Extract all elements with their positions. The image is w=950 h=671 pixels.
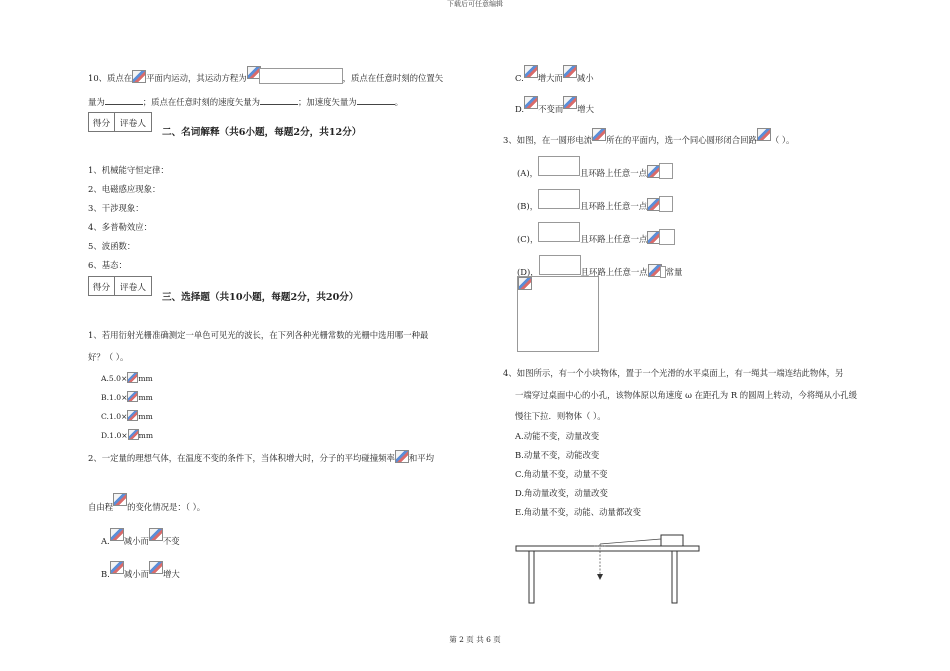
- page-footer: 第 2 页 共 6 页: [449, 635, 501, 644]
- q2-text: 和平均: [408, 453, 434, 463]
- q10-line1: [88, 66, 443, 84]
- option-text: 不变而: [538, 104, 564, 114]
- term-item: 5、波函数：: [88, 241, 136, 251]
- q2-text: 的变化情况是：（ ）。: [127, 502, 206, 512]
- unit-text: mm: [138, 412, 153, 421]
- q10-text: 。: [394, 97, 403, 107]
- option-text: 且环路上任意一点: [580, 201, 648, 211]
- q3-text: 所在的平面内，选一个同心圆形闭合回路: [606, 135, 757, 145]
- option-text: 常量: [665, 267, 683, 277]
- option-text: B.1.0×: [101, 393, 128, 402]
- q4-option-a[interactable]: A.动能不变，动量改变: [515, 431, 600, 441]
- q10-text: 10、质点在: [88, 73, 133, 83]
- q3-figure-placeholder: [517, 276, 599, 352]
- formula-box: [538, 222, 580, 242]
- score-label: 得分: [89, 277, 115, 295]
- section-3-title: 三、选择题（共10小题，每题2分，共20分）: [162, 292, 359, 303]
- option-text: 且环路上任意一点: [579, 168, 647, 178]
- option-text: B.: [101, 569, 110, 579]
- rope: [600, 539, 661, 544]
- q10-text: ；质点在任意时刻的速度矢量为: [142, 97, 260, 107]
- formula-box: [259, 68, 343, 84]
- q1-option-a[interactable]: [101, 372, 153, 383]
- option-text: 增大: [577, 104, 594, 114]
- q2-option-b[interactable]: [101, 561, 180, 578]
- q3-option-a[interactable]: [517, 156, 673, 179]
- option-text: C.: [515, 73, 524, 83]
- q10-line2: [88, 96, 403, 106]
- formula-image-icon: [395, 450, 409, 463]
- term-item: 3、干涉现象：: [88, 203, 144, 213]
- unit-text: mm: [138, 374, 153, 383]
- score-box: [88, 112, 152, 132]
- option-text: D.: [515, 104, 525, 114]
- option-text: 减小而: [123, 569, 149, 579]
- formula-image-icon: [132, 70, 146, 83]
- option-text: C.1.0×: [101, 412, 128, 421]
- q3-stem: [503, 128, 794, 144]
- answer-blank[interactable]: [357, 96, 395, 105]
- q3-option-d[interactable]: [517, 255, 682, 278]
- table-top: [516, 546, 699, 551]
- formula-image-icon: [128, 429, 139, 440]
- q1-option-d[interactable]: [101, 429, 153, 440]
- page-header: 下载后可任意编辑: [447, 0, 503, 8]
- q4-line3: 慢往下拉．则物体（ ）。: [515, 411, 606, 421]
- q4-option-c[interactable]: C.角动量不变，动量不变: [515, 469, 608, 479]
- formula-image-icon: [592, 128, 606, 141]
- option-text: 不变: [162, 536, 180, 546]
- score-box: [88, 276, 152, 296]
- table-leg-left: [529, 551, 534, 603]
- q4-line1: 4、如图所示，有一个小块物体，置于一个光滑的水平桌面上，有一绳其一端连结此物体，另: [503, 368, 844, 378]
- q10-text: 平面内运动，其运动方程为: [146, 73, 247, 83]
- formula-image-icon: [110, 528, 124, 541]
- formula-image-icon: [757, 128, 771, 141]
- formula-image-icon: [563, 96, 577, 109]
- q2-line2: [88, 493, 205, 511]
- term-item: 6、基态：: [88, 260, 127, 270]
- option-text: 减小而: [123, 536, 149, 546]
- option-label: (C)，: [517, 234, 539, 244]
- grader-label: 评卷人: [119, 118, 147, 129]
- q1-line2: 好？（ ）。: [88, 352, 129, 362]
- term-item: 2、电磁感应现象：: [88, 184, 161, 194]
- formula-image-icon: [113, 493, 127, 506]
- option-label: (A)，: [517, 168, 538, 178]
- answer-blank[interactable]: [260, 96, 298, 105]
- option-text: 增大而: [537, 73, 563, 83]
- formula-box: [659, 196, 673, 212]
- option-text: 且环路上任意一点: [580, 267, 648, 277]
- formula-image-icon: [110, 561, 124, 574]
- table-diagram: [514, 530, 704, 605]
- q10-text: ，质点在任意时刻的位置矢: [342, 73, 444, 83]
- q1-line1: 1、若用衍射光栅准确测定一单色可见光的波长，在下列各种光栅常数的光栅中选用哪一种最: [88, 330, 429, 340]
- down-arrow-icon: [597, 574, 603, 580]
- formula-box: [538, 189, 580, 209]
- option-text: A.: [101, 536, 110, 546]
- formula-box: [659, 163, 673, 179]
- option-text: 增大: [162, 569, 180, 579]
- q2-text: 2、一定量的理想气体，在温度不变的条件下，当体积增大时，分子的平均碰撞频率: [88, 453, 395, 463]
- formula-box: [659, 229, 675, 245]
- option-text: A.5.0×: [101, 374, 128, 383]
- option-label: (B)，: [517, 201, 539, 211]
- q3-option-b[interactable]: [517, 189, 673, 212]
- q3-text: （ ）。: [770, 135, 795, 145]
- formula-image-icon: [127, 372, 138, 383]
- q4-option-d[interactable]: D.角动量改变，动量改变: [515, 488, 608, 498]
- formula-image-icon: [524, 65, 538, 78]
- formula-box: [538, 156, 580, 176]
- q2-line1: [88, 450, 434, 463]
- grader-label: 评卷人: [119, 282, 147, 293]
- formula-image-icon: [127, 410, 138, 421]
- formula-image-icon: [524, 96, 538, 109]
- option-text: D.1.0×: [101, 431, 128, 440]
- figure-image-icon: [518, 277, 532, 290]
- option-label: (D)，: [517, 267, 539, 277]
- q3-text: 3、如图，在一圆形电流: [503, 135, 593, 145]
- q2-option-a[interactable]: [101, 528, 180, 545]
- q4-option-e[interactable]: E.角动量不变，动能、动量都改变: [515, 507, 642, 517]
- formula-image-icon: [563, 65, 577, 78]
- q10-text: 量为: [88, 97, 105, 107]
- term-item: 1、机械能守恒定律：: [88, 165, 169, 175]
- score-label: 得分: [89, 113, 115, 131]
- formula-image-icon: [127, 391, 138, 402]
- q10-text: ；加速度矢量为: [298, 97, 357, 107]
- q4-option-b[interactable]: B.动量不变，动能改变: [515, 450, 600, 460]
- q3-option-c[interactable]: [517, 222, 675, 245]
- formula-image-icon: [149, 528, 163, 541]
- unit-text: mm: [138, 393, 153, 402]
- option-text: 且环路上任意一点: [580, 234, 648, 244]
- table-leg-right: [672, 551, 677, 603]
- q4-line2: 一端穿过桌面中心的小孔，该物体原以角速度 ω 在距孔为 R 的圆周上转动，今将绳从小孔缓: [515, 390, 858, 400]
- section-2-title: 二、名词解释（共6小题，每题2分，共12分）: [162, 127, 362, 138]
- formula-box: [539, 255, 581, 275]
- q2-option-d[interactable]: [515, 96, 594, 113]
- option-text: 减小: [576, 73, 594, 83]
- term-item: 4、多普勒效应：: [88, 222, 152, 232]
- q1-option-b[interactable]: [101, 391, 153, 402]
- formula-image-icon: [149, 561, 163, 574]
- unit-text: mm: [138, 431, 154, 440]
- q2-option-c[interactable]: [515, 65, 594, 82]
- block-object: [661, 535, 683, 546]
- q1-option-c[interactable]: [101, 410, 153, 421]
- answer-blank[interactable]: [105, 96, 143, 105]
- q2-text: 自由程: [88, 502, 114, 512]
